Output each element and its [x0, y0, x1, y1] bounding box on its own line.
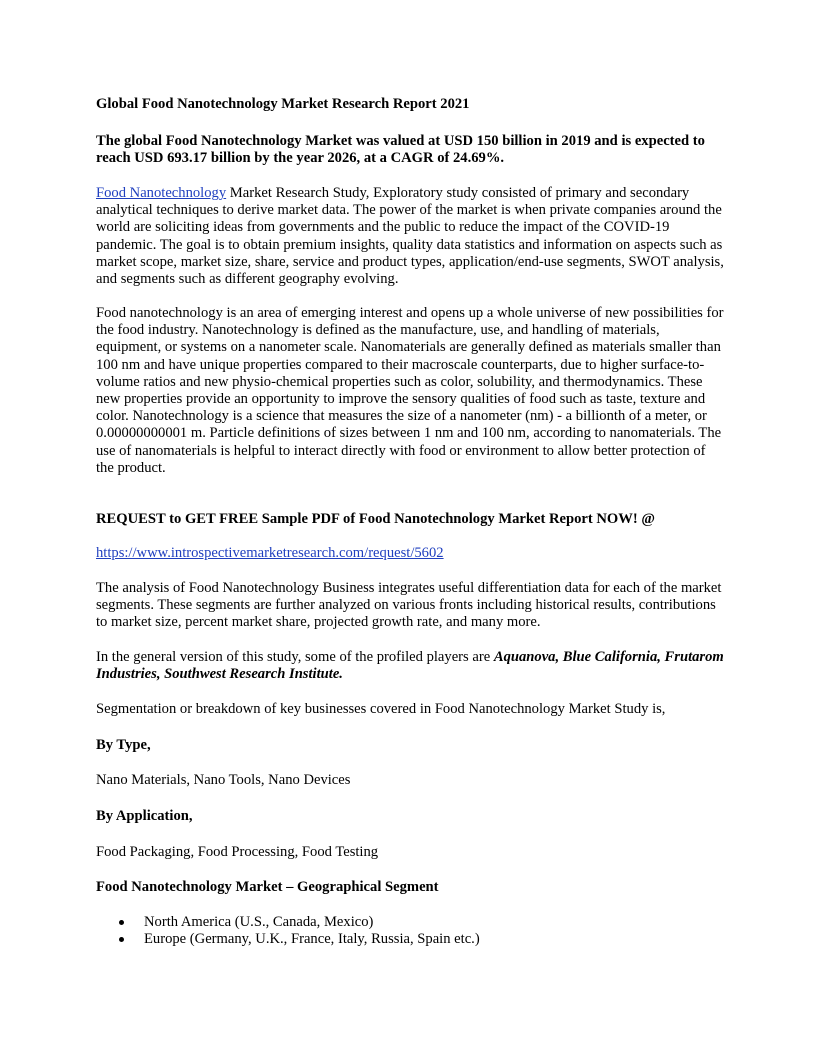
request-sample-heading: REQUEST to GET FREE Sample PDF of Food Nanotechnology Market Report NOW! @ — [96, 511, 655, 527]
by-type-values: Nano Materials, Nano Tools, Nano Devices — [96, 772, 351, 788]
request-sample-link[interactable]: https://www.introspectivemarketresearch.com/request/5602 — [96, 545, 444, 561]
bullet-icon — [119, 920, 124, 925]
region-name: North America (U.S., Canada, Mexico) — [144, 914, 374, 930]
by-application-heading: By Application, — [96, 808, 193, 824]
region-list — [96, 914, 726, 948]
players-names: Aquanova, Blue California, Frutarom Industries, Southwest Research Institute. — [96, 649, 724, 683]
report-title: Global Food Nanotechnology Market Research Report 2021 — [96, 96, 470, 112]
by-type-heading: By Type, — [96, 737, 151, 753]
geo-segment-heading: Food Nanotechnology Market – Geographical Segment — [96, 879, 439, 895]
players-paragraph — [96, 649, 726, 683]
analysis-paragraph: The analysis of Food Nanotechnology Business integrates useful differentiation data for each of the market segments. These segments are further analyzed on various fronts including historical results, contributions to market size, percent market share, projected growth rate, and many more. — [96, 580, 722, 631]
intro-text: Market Research Study, Exploratory study consisted of primary and secondary analytical techniques to derive market data. The power of the market is when private companies around the world are soliciting ideas from governments and the public to reduce the impact of the COVID-19 pandemic. The goal is to obtain premium insights, quality data statistics and information on aspects such as market scope, market size, share, service and product types, application/end-use segments, SWOT analysis, and segments such as different geography evolving. — [96, 185, 724, 288]
food-nanotechnology-link[interactable]: Food Nanotechnology — [96, 185, 227, 201]
by-application-values: Food Packaging, Food Processing, Food Testing — [96, 844, 379, 860]
market-headline: The global Food Nanotechnology Market was valued at USD 150 billion in 2019 and is expected to reach USD 693.17 billion by the year 2026, at a CAGR of 24.69%. — [96, 133, 705, 167]
request-link-paragraph — [96, 545, 726, 562]
definition-paragraph: Food nanotechnology is an area of emerging interest and opens up a whole universe of new possibilities for the food industry. Nanotechnology is defined as the manufacture, use, and handling of materials, equipment, or systems on a nanometer scale. Nanomaterials are generally defined as materials smaller than 100 nm and have unique properties compared to their macroscale counterparts, due to higher surface-to-volume ratios and new physio-chemical properties such as color, solubility, and thermodynamics. These new properties provide an opportunity to improve the sensory qualities of food such as taste, texture and color. Nanotechnology is a science that measures the size of a nanometer (nm) - a billionth of a meter, or 0.00000000001 m. Particle definitions of sizes between 1 nm and 100 nm, according to nanomaterials. The use of nanomaterials is helpful to interact directly with food or environment to allow better protection of the product. — [96, 305, 724, 476]
region-name: Europe (Germany, U.K., France, Italy, Russia, Spain etc.) — [144, 931, 480, 948]
intro-paragraph — [96, 185, 726, 288]
players-prefix: In the general version of this study, some of the profiled players are — [96, 649, 494, 665]
bullet-icon — [119, 937, 124, 942]
list-item — [96, 914, 726, 931]
list-item — [96, 931, 726, 948]
segmentation-intro: Segmentation or breakdown of key businesses covered in Food Nanotechnology Market Study is, — [96, 701, 666, 717]
